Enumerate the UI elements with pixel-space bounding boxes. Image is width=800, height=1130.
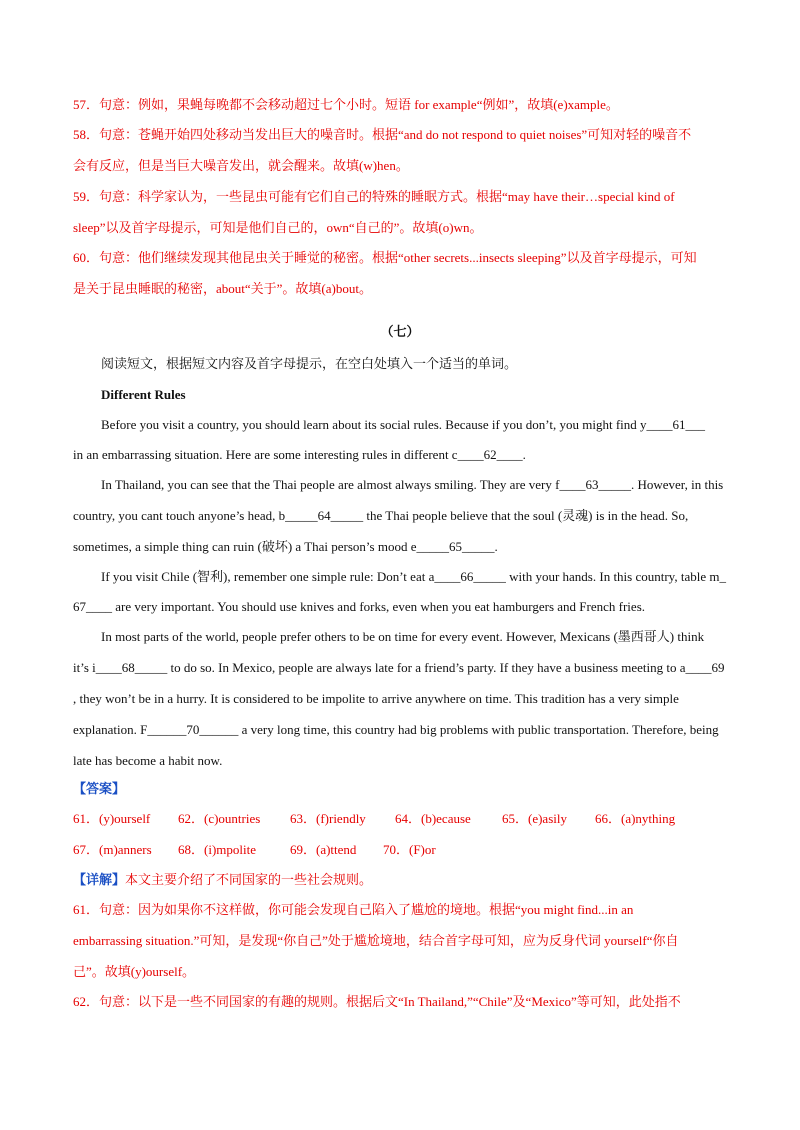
- passage-line-9: it’s i____68_____ to do so. In Mexico, people are always late for a friend’s party. If they have a business meeting to a____69: [73, 660, 725, 675]
- answer-label: 【答案】: [73, 781, 126, 796]
- answer-69: 69．(a)ttend: [290, 842, 357, 857]
- passage-line-1: Before you visit a country, you should learn about its social rules. Because if you don’t, you might find y____61___: [101, 417, 706, 432]
- detail-line: [73, 871, 372, 889]
- answer-66: 66．(a)nything: [595, 811, 676, 826]
- passage-line-5: sometimes, a simple thing can ruin (破坏) a Thai person’s mood e_____65_____.: [73, 539, 498, 554]
- passage-line-12: late has become a habit now.: [73, 753, 223, 768]
- explain-59-cont: sleep”以及首字母提示，可知是他们自己的，own“自己的”。故填(o)wn。: [73, 220, 483, 235]
- explain-58-cont: 会有反应，但是当巨大噪音发出，就会醒来。故填(w)hen。: [73, 158, 409, 173]
- passage-line-2: in an embarrassing situation. Here are some interesting rules in different c____62____.: [73, 447, 526, 462]
- passage-line-3: In Thailand, you can see that the Thai people are almost always smiling. They are very f____63_____. However, in this: [101, 477, 724, 492]
- passage-line-4: country, you cant touch anyone’s head, b_____64_____ the Thai people believe that the soul (灵魂) is in the head. So,: [73, 508, 689, 523]
- answer-70: 70．(F)or: [383, 842, 436, 857]
- passage-title: Different Rules: [101, 387, 186, 402]
- instruction: 阅读短文，根据短文内容及首字母提示，在空白处填入一个适当的单词。: [101, 356, 518, 371]
- detail-label: 【详解】: [73, 872, 126, 887]
- explain-62: 62．句意：以下是一些不同国家的有趣的规则。根据后文“In Thailand,”“Chile”及“Mexico”等可知，此处指不: [73, 994, 681, 1009]
- passage-line-11: explanation. F______70______ a very long time, this country had big problems with public transportation. Therefore, being: [73, 722, 719, 737]
- passage-line-10: , they won’t be in a hurry. It is considered to be impolite to arrive anywhere on time. This tradition has a very simple: [73, 691, 679, 706]
- explain-57: 57．句意：例如，果蝇每晚都不会移动超过七个小时。短语 for example“例如”，故填(e)xample。: [73, 97, 619, 112]
- explain-61-end: 己”。故填(y)ourself。: [73, 964, 196, 979]
- detail-summary: 本文主要介绍了不同国家的一些社会规则。: [125, 872, 373, 887]
- passage-line-7: 67____ are very important. You should use knives and forks, even when you eat hamburgers and French fries.: [73, 599, 645, 614]
- passage-line-8: In most parts of the world, people prefer others to be on time for every event. However, Mexicans (墨西哥人) think: [101, 629, 705, 644]
- explain-59: 59．句意：科学家认为，一些昆虫可能有它们自己的特殊的睡眠方式。根据“may have their…special kind of: [73, 189, 675, 204]
- answer-65: 65．(e)asily: [502, 811, 567, 826]
- explain-61: 61．句意：因为如果你不这样做，你可能会发现自己陷入了尴尬的境地。根据“you might find...in an: [73, 902, 634, 917]
- answer-67: 67．(m)anners: [73, 842, 152, 857]
- answer-61: 61．(y)ourself: [73, 811, 151, 826]
- explain-60: 60．句意：他们继续发现其他昆虫关于睡觉的秘密。根据“other secrets...insects sleeping”以及首字母提示，可知: [73, 250, 697, 265]
- answer-63: 63．(f)riendly: [290, 811, 366, 826]
- explain-60-cont: 是关于昆虫睡眠的秘密，about“关于”。故填(a)bout。: [73, 281, 372, 296]
- explain-61-cont: embarrassing situation.”可知，是发现“你自己”处于尴尬境地，结合首字母可知，应为反身代词 yourself“你自: [73, 933, 679, 948]
- section-title: （七）: [380, 324, 420, 339]
- passage-line-6: If you visit Chile (智利), remember one simple rule: Don’t eat a____66_____ with your hands. In this country, table m_: [101, 569, 726, 584]
- answer-68: 68．(i)mpolite: [178, 842, 256, 857]
- explain-58: 58．句意：苍蝇开始四处移动当发出巨大的噪音时。根据“and do not respond to quiet noises”可知对轻的噪音不: [73, 127, 692, 142]
- answer-62: 62．(c)ountries: [178, 811, 261, 826]
- answer-64: 64．(b)ecause: [395, 811, 471, 826]
